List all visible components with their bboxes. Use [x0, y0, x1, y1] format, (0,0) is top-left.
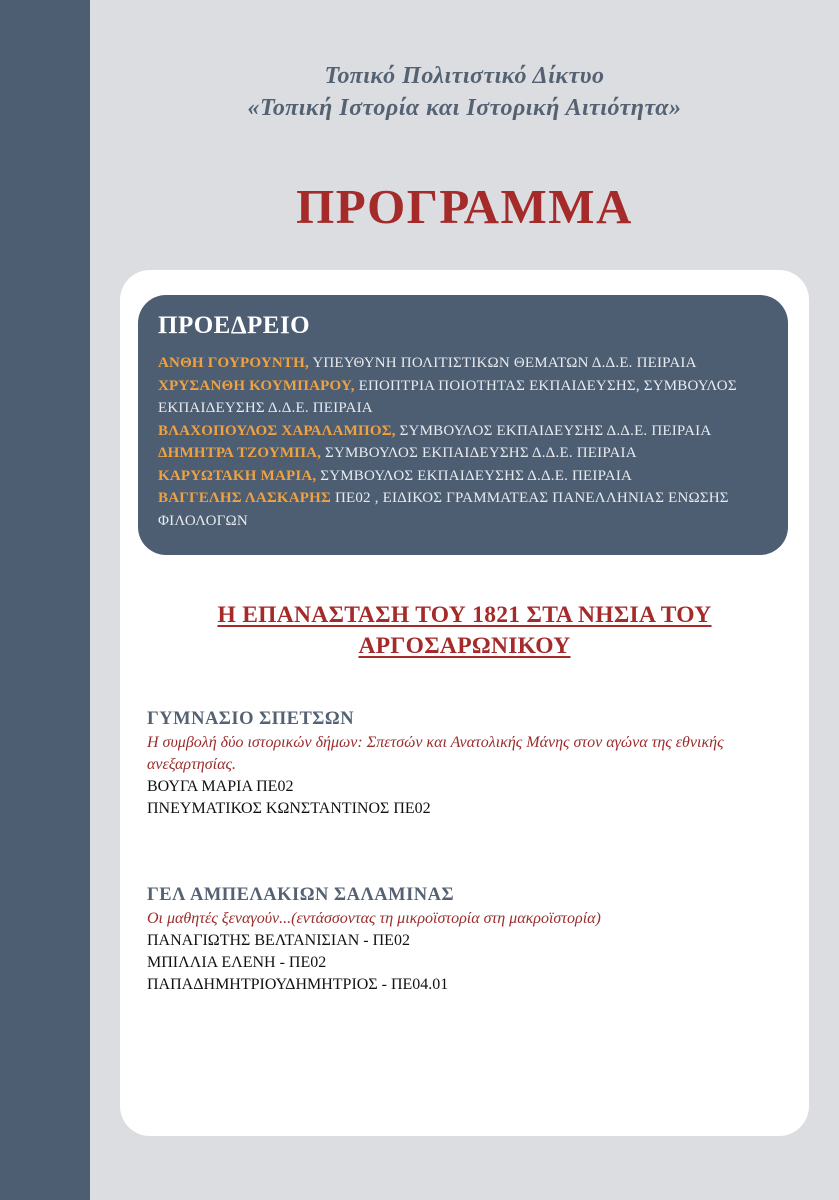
member-role: ΠΕ02 , ΕΙΔΙΚΟΣ ΓΡΑΜΜΑΤΕΑΣ ΠΑΝΕΛΛΗΝΙΑΣ ΕΝΩΣΗΣ ΦΙΛΟΛΟΓΩΝ [158, 490, 729, 529]
program-card [120, 270, 809, 1136]
board-title: ΠΡΟΕΔΡΕΙΟ [158, 312, 311, 339]
board-panel [138, 295, 788, 555]
member-name: ΒΛΑΧΟΠΟΥΛΟΣ ΧΑΡΑΛΑΜΠΟΣ, [158, 422, 396, 439]
board-members [158, 352, 788, 532]
member-name: ΑΝΘΗ ΓΟΥΡΟΥΝΤΗ, [158, 355, 309, 371]
topic-heading [120, 600, 809, 662]
topic-line-2: ΑΡΓΟΣΑΡΩΝΙΚΟΥ [358, 633, 571, 659]
school-name: ΓΥΜΝΑΣΙΟ ΣΠΕΤΣΩΝ [147, 709, 355, 729]
member-name: ΧΡΥΣΑΝΘΗ ΚΟΥΜΠΑΡΟΥ, [158, 377, 355, 394]
school-subject: Η συμβολή δύο ιστορικών δήμων: Σπετσών και Ανατολικής Μάνης στον αγώνα της εθνικής ανεξαρτησίας. [147, 734, 724, 773]
topic-line-1: Η ΕΠΑΝΑΣΤΑΣΗ ΤΟΥ 1821 ΣΤΑ ΝΗΣΙΑ ΤΟΥ [217, 602, 712, 628]
teacher-name: ΜΠΙΛΛΙΑ ΕΛΕΝΗ - ΠΕ02 [147, 954, 327, 971]
board-member [158, 442, 788, 465]
member-name: ΚΑΡΥΩΤΑΚΗ ΜΑΡΙΑ, [158, 467, 317, 484]
school-block-salamina [147, 882, 797, 996]
teacher-name: ΠΑΠΑΔΗΜΗΤΡΙΟΥΔΗΜΗΤΡΙΟΣ - ΠΕ04.01 [147, 976, 449, 993]
teacher-name: ΠΝΕΥΜΑΤΙΚΟΣ ΚΩΝΣΤΑΝΤΙΝΟΣ ΠΕ02 [147, 800, 431, 817]
board-member [158, 420, 788, 443]
sidebar-band [0, 0, 90, 1200]
member-name: ΒΑΓΓΕΛΗΣ ΛΑΣΚΑΡΗΣ [158, 490, 332, 506]
network-title: Τοπικό Πολιτιστικό Δίκτυο [324, 63, 605, 89]
page-title: ΠΡΟΓΡΑΜΜΑ [296, 179, 633, 234]
member-role: ΕΠΟΠΤΡΙΑ ΠΟΙΟΤΗΤΑΣ ΕΚΠΑΙΔΕΥΣΗΣ, ΣΥΜΒΟΥΛΟΣ ΕΚΠΑΙΔΕΥΣΗΣ Δ.Δ.Ε. ΠΕΙΡΑΙΑ [158, 377, 737, 416]
school-subject: Οι μαθητές ξεναγούν...(εντάσσοντας τη μικροϊστορία στη μακροϊστορία) [147, 910, 601, 927]
school-block-spetses [147, 706, 797, 820]
network-subtitle: «Τοπική Ιστορία και Ιστορική Αιτιότητα» [247, 95, 682, 121]
board-member [158, 352, 788, 375]
board-member [158, 465, 788, 488]
board-member [158, 487, 788, 532]
member-role: ΣΥΜΒΟΥΛΟΣ ΕΚΠΑΙΔΕΥΣΗΣ Δ.Δ.Ε. ΠΕΙΡΑΙΑ [395, 422, 712, 439]
member-role: ΣΥΜΒΟΥΛΟΣ ΕΚΠΑΙΔΕΥΣΗΣ Δ.Δ.Ε. ΠΕΙΡΑΙΑ [316, 467, 633, 484]
school-name: ΓΕΛ ΑΜΠΕΛΑΚΙΩΝ ΣΑΛΑΜΙΝΑΣ [147, 885, 455, 905]
member-role: ΣΥΜΒΟΥΛΟΣ ΕΚΠΑΙΔΕΥΣΗΣ Δ.Δ.Ε. ΠΕΙΡΑΙΑ [321, 445, 637, 461]
header [90, 60, 839, 124]
member-role: ΥΠΕΥΘΥΝΗ ΠΟΛΙΤΙΣΤΙΚΩΝ ΘΕΜΑΤΩΝ Δ.Δ.Ε. ΠΕΙΡΑΙΑ [308, 355, 697, 371]
teacher-name: ΒΟΥΓΑ ΜΑΡΙΑ ΠΕ02 [147, 778, 294, 795]
teacher-name: ΠΑΝΑΓΙΩΤΗΣ ΒΕΛΤΑΝΙΣΙΑΝ - ΠΕ02 [147, 932, 410, 949]
board-member [158, 375, 788, 420]
member-name: ΔΗΜΗΤΡΑ ΤΖΟΥΜΠΑ, [158, 445, 322, 461]
